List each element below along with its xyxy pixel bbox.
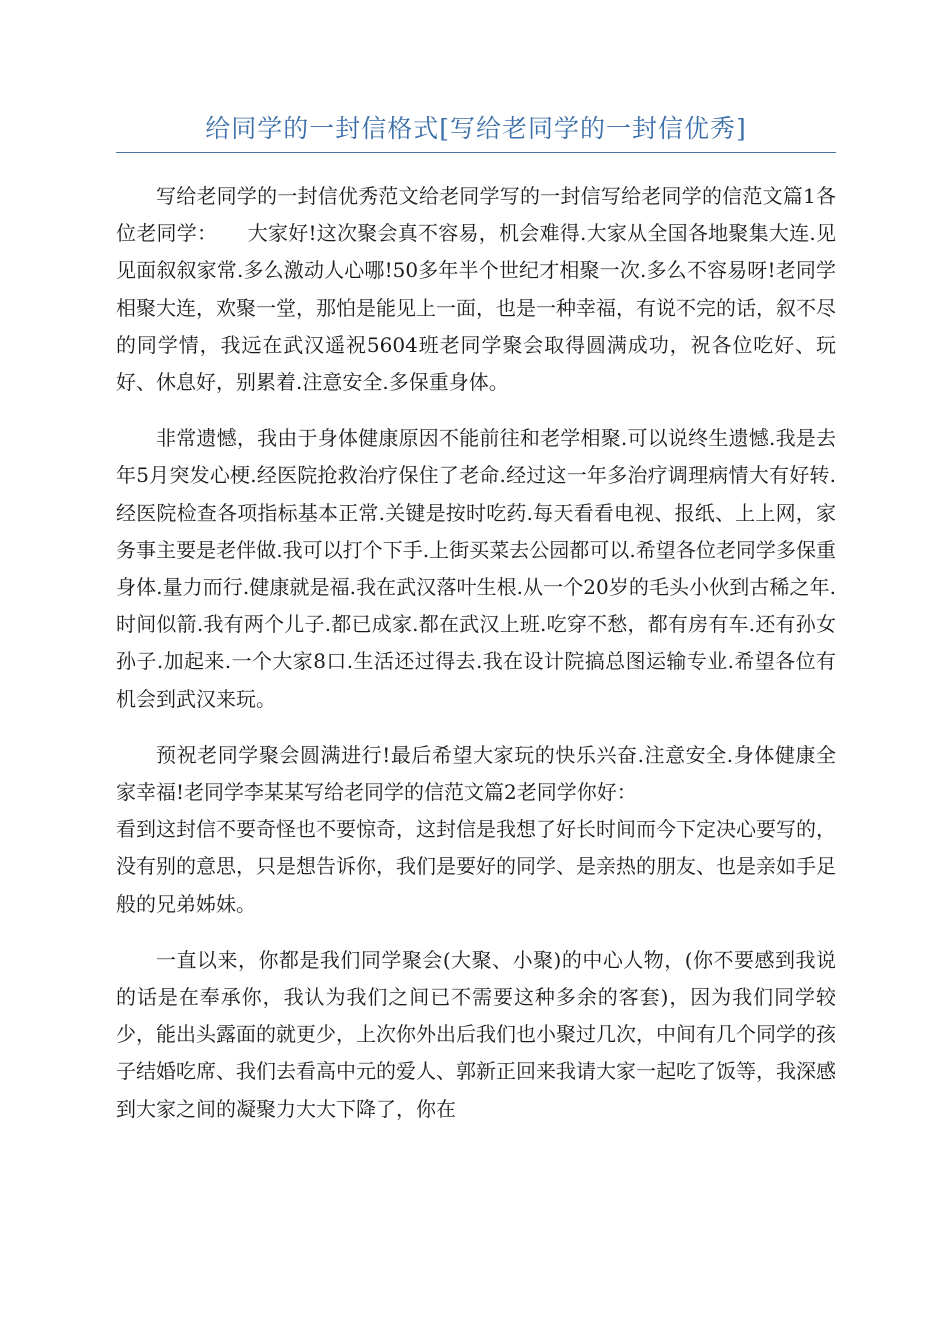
paragraph-2: 非常遗憾，我由于身体健康原因不能前往和老学相聚.可以说终生遗憾.我是去年5月突发心梗.经医院抢救治疗保住了老命.经过这一年多治疗调理病情大有好转.经医院检查各项指标基本正常.关键是按时吃药.每天看看电视、报纸、上上网，家务事主要是老伴做.我可以打个下手.上街买菜去公园都可以.希望各位老同学多保重身体.量力而行.健康就是福.我在武汉落叶生根.从一个20岁的毛头小伙到古稀之年.时间似箭.我有两个儿子.都已成家.都在武汉上班.吃穿不愁，都有房有车.还有孙女孙子.加起来.一个大家8口.生活还过得去.我在设计院搞总图运输专业.希望各位有机会到武汉来玩。 — [116, 426, 836, 711]
document-body — [116, 178, 836, 1147]
document-title: 给同学的一封信格式[写给老同学的一封信优秀] — [205, 114, 747, 143]
paragraph-1: 写给老同学的一封信优秀范文给老同学写的一封信写给老同学的信范文篇1各位老同学： 大家好!这次聚会真不容易，机会难得.大家从全国各地聚集大连.见见面叙叙家常.多么激动人心哪!50多年半个世纪才相聚一次.多么不容易呀!老同学相聚大连，欢聚一堂，那怕是能见上一面，也是一种幸福，有说不完的话，叙不尽的同学情，我远在武汉遥祝5604班老同学聚会取得圆满成功，祝各位吃好、玩好、休息好，别累着.注意安全.多保重身体。 — [116, 184, 836, 395]
paragraph-3: 预祝老同学聚会圆满进行!最后希望大家玩的快乐兴奋.注意安全.身体健康全家幸福!老同学李某某写给老同学的信范文篇2老同学你好： — [116, 742, 836, 805]
paragraph-4: 看到这封信不要奇怪也不要惊奇，这封信是我想了好长时间而今下定决心要写的，没有别的意思，只是想告诉你，我们是要好的同学、是亲热的朋友、也是亲如手足般的兄弟姊妹。 — [116, 817, 836, 916]
title-bar — [116, 110, 836, 153]
paragraph-5: 一直以来，你都是我们同学聚会(大聚、小聚)的中心人物，(你不要感到我说的话是在奉承你，我认为我们之间已不需要这种多余的客套)，因为我们同学较少，能出头露面的就更少，上次你外出后我们也小聚过几次，中间有几个同学的孩子结婚吃席、我们去看高中元的爱人、郭新正回来我请大家一起吃了饭等，我深感到大家之间的凝聚力大大下降了，你在 — [116, 947, 836, 1121]
